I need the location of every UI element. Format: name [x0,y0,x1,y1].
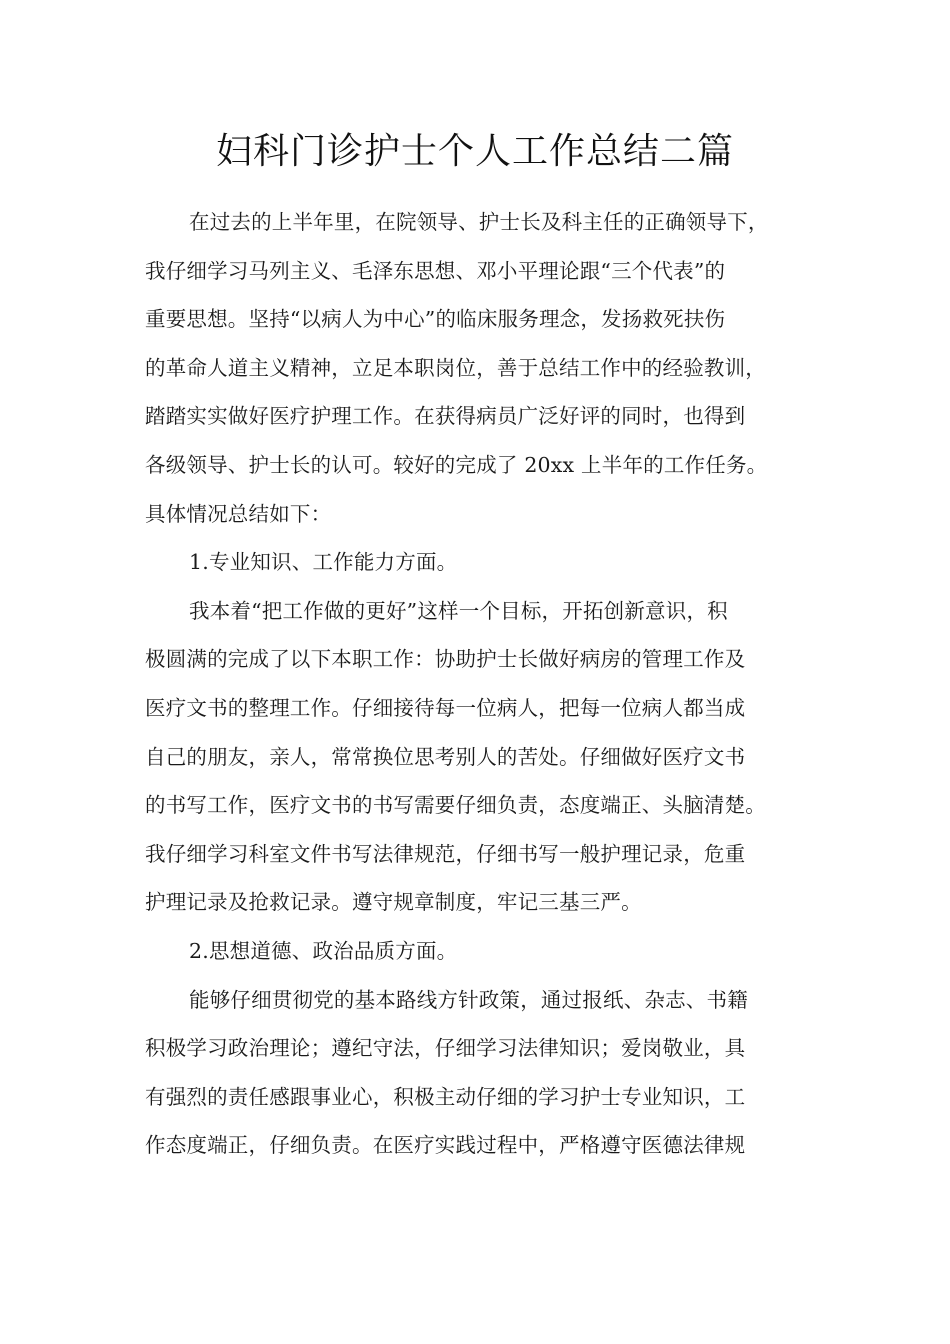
text-line: 能够仔细贯彻党的基本路线方针政策，通过报纸、杂志、书籍 [189,987,748,1012]
text-line: 有强烈的责任感跟事业心，积极主动仔细的学习护士专业知识，工 [145,1084,746,1109]
text-line: 1.专业知识、工作能力方面。 [189,550,458,575]
text-line: 在过去的上半年里，在院领导、护士长及科主任的正确领导下， [189,210,769,234]
text-line: 积极学习政治理论；遵纪守法，仔细学习法律知识；爱岗敬业，具 [145,1036,746,1061]
document-body [145,198,835,1170]
text-line: 我仔细学习马列主义、毛泽东思想、邓小平理论跟“三个代表”的 [145,258,726,283]
text-line: 踏踏实实做好医疗护理工作。在获得病员广泛好评的同时，也得到 [145,404,746,429]
text-line: 的书写工作，医疗文书的书写需要仔细负责，态度端正、头脑清楚。 [145,793,766,818]
text-line: 的革命人道主义精神，立足本职岗位，善于总结工作中的经验教训， [145,355,766,380]
text-line: 极圆满的完成了以下本职工作：协助护士长做好病房的管理工作及 [145,647,746,672]
text-line: 2.思想道德、政治品质方面。 [189,938,458,963]
text-line: 自己的朋友，亲人，常常换位思考别人的苦处。仔细做好医疗文书 [145,744,746,769]
text-line: 我仔细学习科室文件书写法律规范，仔细书写一般护理记录，危重 [145,841,746,866]
text-line: 各级领导、护士长的认可。较好的完成了 20xx 上半年的工作任务。 [145,452,768,477]
document-title: 妇科门诊护士个人工作总结二篇 [215,131,734,172]
text-line: 我本着“把工作做的更好”这样一个目标，开拓创新意识，积 [189,598,728,623]
text-line: 护理记录及抢救记录。遵守规章制度，牢记三基三严。 [145,890,642,915]
text-line: 具体情况总结如下： [145,501,332,526]
text-line: 医疗文书的整理工作。仔细接待每一位病人，把每一位病人都当成 [145,695,746,720]
text-line: 作态度端正，仔细负责。在医疗实践过程中，严格遵守医德法律规 [145,1133,746,1158]
text-line: 重要思想。坚持“以病人为中心”的临床服务理念，发扬救死扶伤 [145,307,726,332]
